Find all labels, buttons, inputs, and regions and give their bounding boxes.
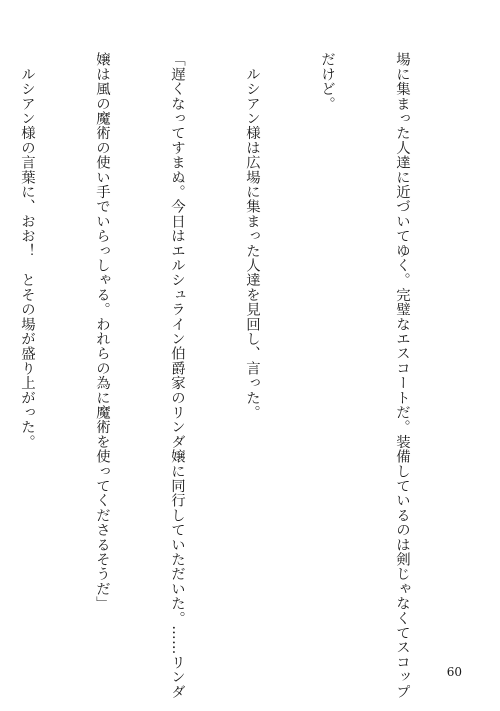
text-line: だけど。 <box>319 52 335 111</box>
text-line: ルシアン様の言葉に、おお！ とその場が盛り上がった。 <box>19 52 35 449</box>
text-line: 場に集まった人達に近づいてゆく。完璧なエスコートだ。装備しているのは剣じゃなくてスコップ <box>394 52 410 699</box>
text-line: 「遅くなってすまぬ。今日はエルシュライン伯爵家のリンダ嬢に同行していただいた。……リンダ <box>169 52 185 699</box>
text-line: 嬢は風の魔術の使い手でいらっしゃる。われらの為に魔術を使ってくださるそうだ」 <box>94 52 110 611</box>
text-line: ルシアン様は広場に集まった人達を見回し、言った。 <box>244 52 260 420</box>
page-number: 60 <box>446 665 462 679</box>
